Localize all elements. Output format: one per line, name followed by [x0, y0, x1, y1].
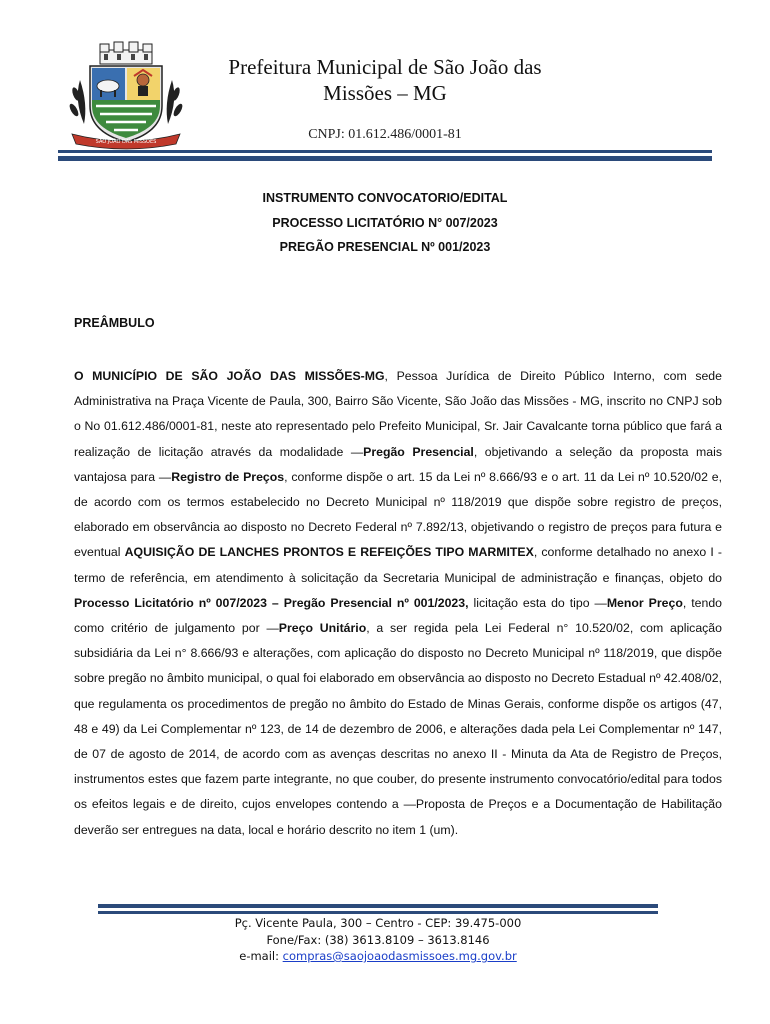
header-divider-thin [58, 150, 712, 153]
footer-email-line [98, 948, 658, 965]
document-headings [74, 190, 696, 264]
municipality-name: O MUNICÍPIO DE SÃO JOÃO DAS MISSÕES-MG [74, 369, 385, 383]
municipal-coat-of-arms-logo [64, 40, 188, 152]
heading-pregao: PREGÃO PRESENCIAL Nº 001/2023 [279, 240, 491, 254]
email-link[interactable]: compras@saojoaodasmissoes.mg.gov.br [282, 949, 517, 963]
cnpj-text: CNPJ: 01.612.486/0001-81 [308, 127, 462, 142]
section-heading-preambulo: PREÂMBULO [74, 316, 155, 330]
paragraph-text: , Pessoa Jurídica de Direito Público Interno, com sede Administrativa na Praça Vicente de Paula, 300, Bairro São Vicente, São João das Missões - MG, inscrito no CNPJ sob o No 01.612.486/0001-81, neste ato representado pelo Prefeito Municipal, Sr. Jair Cavalcante torna público que fará a realização de licitação através da modalidade ― [74, 369, 722, 459]
svg-text:SÃO JOÃO DAS MISSÕES: SÃO JOÃO DAS MISSÕES [95, 139, 157, 145]
modality-bold: Pregão Presencial [363, 444, 474, 459]
title-line-2: Missões – MG [323, 81, 447, 105]
preamble-paragraph [74, 364, 722, 843]
footer-address: Pç. Vicente Paula, 300 – Centro - CEP: 39.475-000 [234, 916, 522, 930]
object-bold: AQUISIÇÃO DE LANCHES PRONTOS E REFEIÇÕES TIPO MARMITEX [124, 545, 534, 560]
paragraph-text: , a ser regida pela Lei Federal n° 10.520/02, com aplicação subsidiária da Lei n° 8.666/93 e alterações, com aplicação do disposto no Decreto Municipal nº 118/2019, que dispõe sobre pregão no âmbito municipal, o qual foi elaborado em observância ao disposto no Decreto Estadual nº 42.408/02, que regulamenta os procedimentos de pregão no âmbito do Estado de Minas Gerais, conforme dispõe os artigos (47, 48 e 49) da Lei Complementar nº 123, de 14 de dezembro de 2006, e alterações dada pela Lei Complementar nº 147, de 07 de agosto de 2014, de acordo com as avenças descritas no anexo II - Minuta da Ata de Registro de Preços, instrumentos estes que fazem parte integrante, no que couber, do presente instrumento convocatório/edital para todos os efeitos legais e de direito, cujos envelopes contendo a ―Proposta de Preços e a Documentação de Habilitação deverão ser entregues na data, local e horário descrito no item 1 (um). [74, 621, 722, 837]
title-line-1: Prefeitura Municipal de São João das [228, 55, 542, 79]
footer-contact [98, 915, 658, 965]
paragraph-text: , objetivando a seleção da proposta mais vantajosa para ― [74, 444, 722, 484]
heading-instrumento: INSTRUMENTO CONVOCATORIO/EDITAL [262, 191, 508, 205]
header-divider-thick [58, 156, 712, 161]
paragraph-text: , conforme dispõe o art. 15 da Lei nº 8.666/93 e o art. 11 da Lei nº 10.520/02 e, de acordo com os termos estabelecido no Decreto Municipal nº 118/2019 que dispõe sobre registro de preços, elaborado em observância ao disposto no Decreto Federal nº 7.892/13, objetivando o registro de preços para futura e eventual [74, 469, 722, 560]
footer-divider-thin [98, 911, 658, 914]
municipality-title [200, 54, 570, 106]
paragraph-text: licitação esta do tipo ― [468, 595, 607, 610]
preco-unitario-bold: Preço Unitário [278, 621, 367, 636]
footer-divider-thick [98, 904, 658, 908]
footer-phone: Fone/Fax: (38) 3613.8109 – 3613.8146 [266, 932, 490, 947]
menor-preco-bold: Menor Preço [606, 595, 683, 610]
process-number-bold: Processo Licitatório nº 007/2023 – Pregão Presencial nº 001/2023, [74, 595, 469, 610]
paragraph-text: , tendo como critério de julgamento por ― [74, 595, 722, 636]
paragraph-text: , conforme detalhado no anexo I - termo de referência, em atendimento à solicitação da Secretaria Municipal de administração e finanças, objeto do [74, 545, 722, 585]
heading-processo: PROCESSO LICITATÓRIO N° 007/2023 [272, 215, 498, 230]
email-label: e-mail: [239, 949, 283, 963]
registro-precos-bold: Registro de Preços [171, 469, 285, 484]
